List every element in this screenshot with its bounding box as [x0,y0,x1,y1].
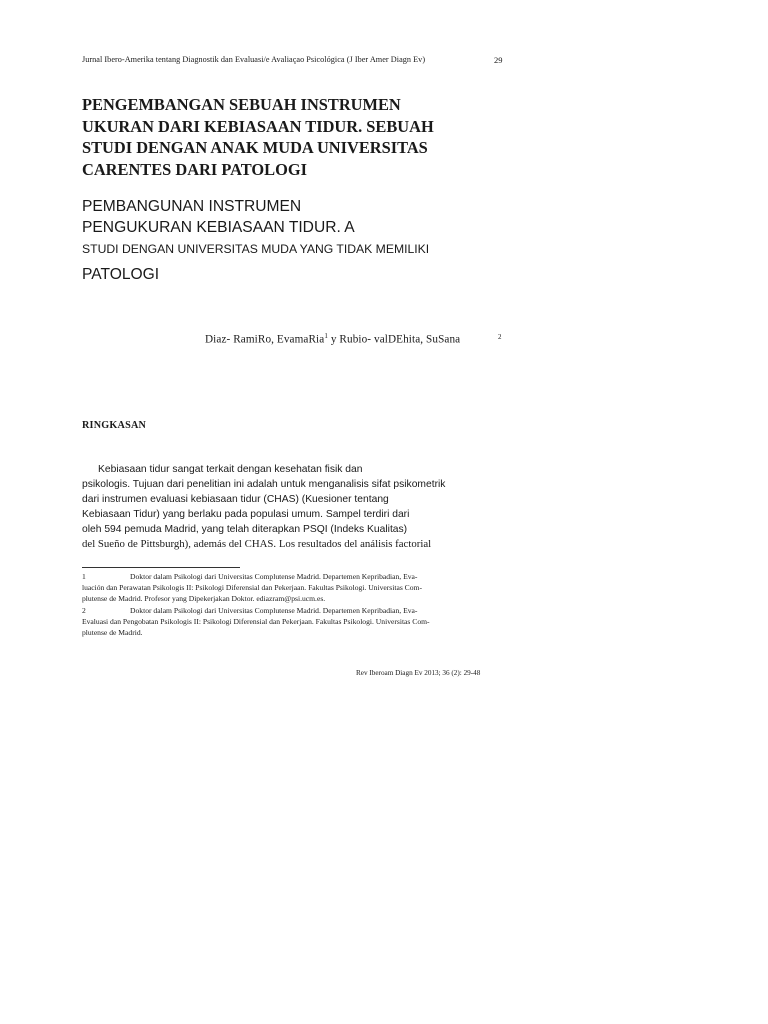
author-footnote-marker: 2 [498,333,502,341]
article-title [82,94,522,180]
footnote-line: plutense de Madrid. Profesor yang Dipekerjakan Doktor. ediazram@psi.ucm.es. [82,594,326,604]
abstract-heading: RINGKASAN [82,420,147,431]
footnote-2 [82,605,502,616]
footnote-1 [82,571,502,582]
footnote-number: 2 [82,605,86,615]
title-line: PENGEMBANGAN SEBUAH INSTRUMEN [82,95,401,114]
footnote-number: 1 [82,572,86,581]
abstract-line: Kebiasaan tidur sangat terkait dengan kesehatan fisik dan [98,464,363,475]
abstract-line: del Sueño de Pittsburgh), además del CHAS. Los resultados del análisis factorial [82,538,432,550]
abstract-line: dari instrumen evaluasi kebiasaan tidur (CHAS) (Kuesioner tentang [82,494,389,505]
abstract-line: psikologis. Tujuan dari penelitian ini adalah untuk menganalisis sifat psikometrik [82,479,446,490]
footnote-line: Evaluasi dan Pengobatan Psikologis II: Psikologi Diferensial dan Pekerjaan. Fakultas Psikologi. Universitas Com- [82,616,430,626]
subtitle-line: PATOLOGI [82,266,160,283]
title-line: STUDI DENGAN ANAK MUDA UNIVERSITAS [82,138,428,157]
article-subtitle [82,196,522,285]
footnote-line: luación dan Perawatan Psikologis II: Psikologi Diferensial dan Pekerjaan. Fakultas Psikologi. Universitas Com- [82,583,422,593]
title-line: UKURAN DARI KEBIASAAN TIDUR. SEBUAH [82,116,434,136]
subtitle-line: STUDI DENGAN UNIVERSITAS MUDA YANG TIDAK MEMILIKI [82,242,430,256]
journal-citation: Rev Iberoam Diagn Ev 2013; 36 (2): 29-48 [356,669,481,677]
abstract-line: oleh 594 pemuda Madrid, yang telah diterapkan PSQI (Indeks Kualitas) [82,524,408,535]
subtitle-line: PENGUKURAN KEBIASAAN TIDUR. A [82,219,355,236]
running-header: Jurnal Ibero-Amerika tentang Diagnostik dan Evaluasi/e Avaliaçao Psicológica (J Iber Amer Diagn Ev) [82,55,426,64]
abstract-line: Kebiasaan Tidur) yang berlaku pada populasi umum. Sampel terdiri dari [82,509,410,520]
author-list [205,332,460,346]
footnote-line: Doktor dalam Psikologi dari Universitas Complutense Madrid. Departemen Kepribadian, Eva- [130,605,418,615]
author-name: y Rubio- valDEhita, SuSana [330,333,461,346]
footnotes [82,571,502,638]
footnote-line: Doktor dalam Psikologi dari Universitas Complutense Madrid. Departemen Kepribadian, Eva- [130,572,418,581]
author-footnote-marker: 1 [324,332,328,340]
author-name: Diaz- RamiRo, EvamaRia [205,333,325,346]
footnote-line: plutense de Madrid. [82,628,143,638]
subtitle-line: PEMBANGUNAN INSTRUMEN [82,198,302,215]
title-line: CARENTES DARI PATOLOGI [82,159,307,179]
page-number: 29 [494,55,503,65]
abstract-body [82,462,522,552]
footnote-divider [82,567,240,568]
